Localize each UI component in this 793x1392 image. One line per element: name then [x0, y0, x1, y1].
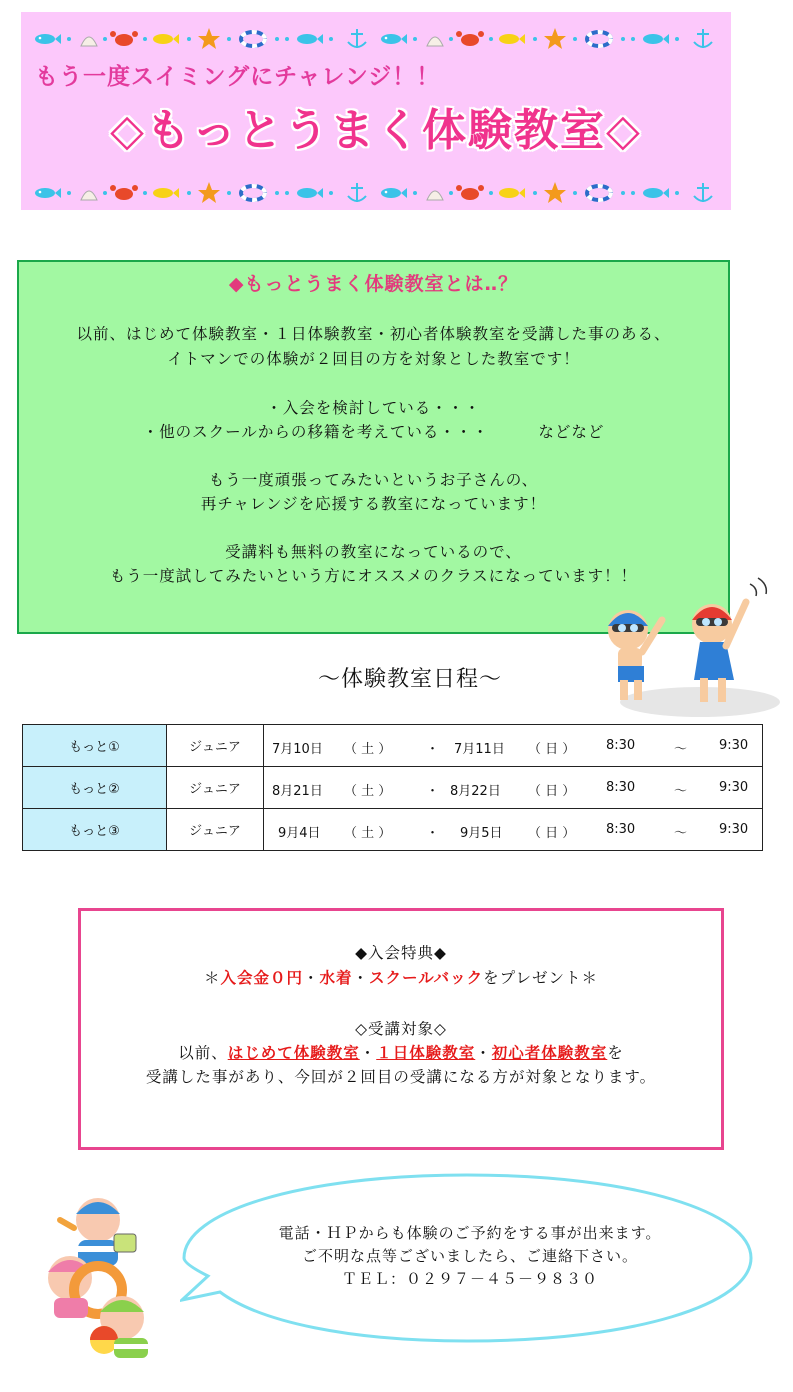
schedule-dates [264, 725, 763, 767]
schedule-day-1: （ 土 ） [344, 784, 392, 799]
banner-subtitle: もう一度スイミングにチャレンジ！！ [35, 64, 441, 90]
intro-paragraph-3-line-1: もう一度頑張ってみたいというお子さんの、 [208, 471, 539, 489]
intro-paragraph-1-line-1: 以前、はじめて体験教室・１日体験教室・初心者体験教室を受講した事のある、 [76, 325, 671, 343]
schedule-date-1: 8月21日 [272, 784, 323, 799]
schedule-end-time: 9:30 [719, 738, 749, 753]
fish-icon [153, 34, 179, 44]
benefits-dot: ・ [302, 969, 320, 987]
contact-phone: ＴＥＬ：０２９７－４５－９８３０ [341, 1270, 598, 1288]
intro-paragraph-2-line-2: ・他のスクールからの移籍を考えている・・・ などなど [142, 423, 605, 441]
contact-info [190, 1222, 750, 1291]
sea-decoration-top [29, 26, 723, 52]
target-prefix: 以前、 [178, 1044, 228, 1062]
float-ring-icon [241, 32, 265, 46]
schedule-table [22, 724, 763, 851]
table-row [23, 767, 763, 809]
pig-kids-illustration [40, 1190, 180, 1370]
intro-heading: ◆もっとうまく体験教室とは‥？ [228, 273, 519, 295]
contact-line-2: ご不明な点等ございましたら、ご連絡下さい。 [301, 1247, 638, 1265]
schedule-end-time: 9:30 [719, 822, 749, 837]
schedule-dates [264, 809, 763, 851]
schedule-day-2: （ 日 ） [528, 826, 576, 841]
schedule-date-2: 7月11日 [454, 742, 505, 757]
target-dot: ・ [359, 1044, 377, 1062]
schedule-session-name: もっと③ [23, 809, 167, 851]
course-one-day: １日体験教室 [376, 1044, 476, 1062]
schedule-session-name: もっと② [23, 767, 167, 809]
benefits-star: ＊ [203, 969, 221, 987]
benefit-school-bag: スクールバック [369, 969, 484, 987]
table-row [23, 809, 763, 851]
sea-decoration-bottom [29, 180, 723, 206]
fish-icon [35, 34, 61, 44]
benefits-heading: ◆入会特典◆ [355, 944, 447, 962]
schedule-date-1: 9月4日 [278, 826, 321, 841]
table-row [23, 725, 763, 767]
benefits-items [81, 966, 721, 988]
starfish-icon [198, 28, 220, 49]
target-description: 受講した事があり、今回が２回目の受講になる方が対象となります。 [145, 1068, 657, 1086]
course-beginner: 初心者体験教室 [491, 1044, 608, 1062]
benefits-box [78, 908, 724, 1150]
schedule-day-1: （ 土 ） [344, 826, 392, 841]
anchor-icon [348, 29, 366, 48]
schedule-start-time: 8:30 [606, 822, 636, 837]
schedule-separator: ・ [426, 784, 440, 799]
benefits-present-text: をプレゼント＊ [483, 969, 599, 987]
benefit-free-fee: 入会金０円 [220, 969, 303, 987]
benefits-dot: ・ [352, 969, 370, 987]
banner-title: ◇もっとうまく体験教室◇ [110, 105, 642, 156]
benefit-swimsuit: 水着 [319, 969, 353, 987]
schedule-date-2: 9月5日 [460, 826, 503, 841]
course-hajimete: はじめて体験教室 [227, 1044, 360, 1062]
schedule-dates [264, 767, 763, 809]
crab-icon [110, 31, 138, 46]
schedule-tilde: ～ [674, 742, 688, 757]
swimming-kids-illustration [596, 572, 782, 720]
shell-icon [81, 37, 97, 46]
schedule-separator: ・ [426, 826, 440, 841]
schedule-tilde: ～ [674, 784, 688, 799]
intro-paragraph-4-line-2: もう一度試してみたいという方にオススメのクラスになっています！！ [109, 567, 638, 585]
schedule-start-time: 8:30 [606, 780, 636, 795]
schedule-tilde: ～ [674, 826, 688, 841]
schedule-day-2: （ 日 ） [528, 742, 576, 757]
schedule-date-2: 8月22日 [450, 784, 501, 799]
schedule-end-time: 9:30 [719, 780, 749, 795]
intro-paragraph-3-line-2: 再チャレンジを応援する教室になっています！ [200, 495, 547, 513]
pig-kid-icon [90, 1296, 148, 1358]
intro-paragraph-1-line-2: イトマンでの体験が２回目の方を対象とした教室です！ [167, 350, 580, 368]
schedule-day-1: （ 土 ） [344, 742, 392, 757]
schedule-separator: ・ [426, 742, 440, 757]
intro-paragraph-4-line-1: 受講料も無料の教室になっているので、 [225, 543, 522, 561]
target-suffix: を [607, 1044, 624, 1062]
contact-line-1: 電話・ＨＰからも体験のご予約をする事が出来ます。 [278, 1224, 662, 1242]
schedule-day-2: （ 日 ） [528, 784, 576, 799]
schedule-class: ジュニア [167, 809, 264, 851]
schedule-class: ジュニア [167, 767, 264, 809]
header-banner [21, 12, 731, 210]
target-courses [81, 1041, 721, 1063]
schedule-session-name: もっと① [23, 725, 167, 767]
schedule-date-1: 7月10日 [272, 742, 323, 757]
target-heading: ◇受講対象◇ [355, 1020, 447, 1038]
schedule-class: ジュニア [167, 725, 264, 767]
pig-kid-icon [60, 1198, 136, 1266]
target-dot: ・ [475, 1044, 492, 1062]
schedule-title: ～体験教室日程～ [317, 667, 502, 692]
fish-icon [297, 34, 323, 44]
intro-paragraph-2-line-1: ・入会を検討している・・・ [266, 399, 481, 417]
schedule-start-time: 8:30 [606, 738, 636, 753]
